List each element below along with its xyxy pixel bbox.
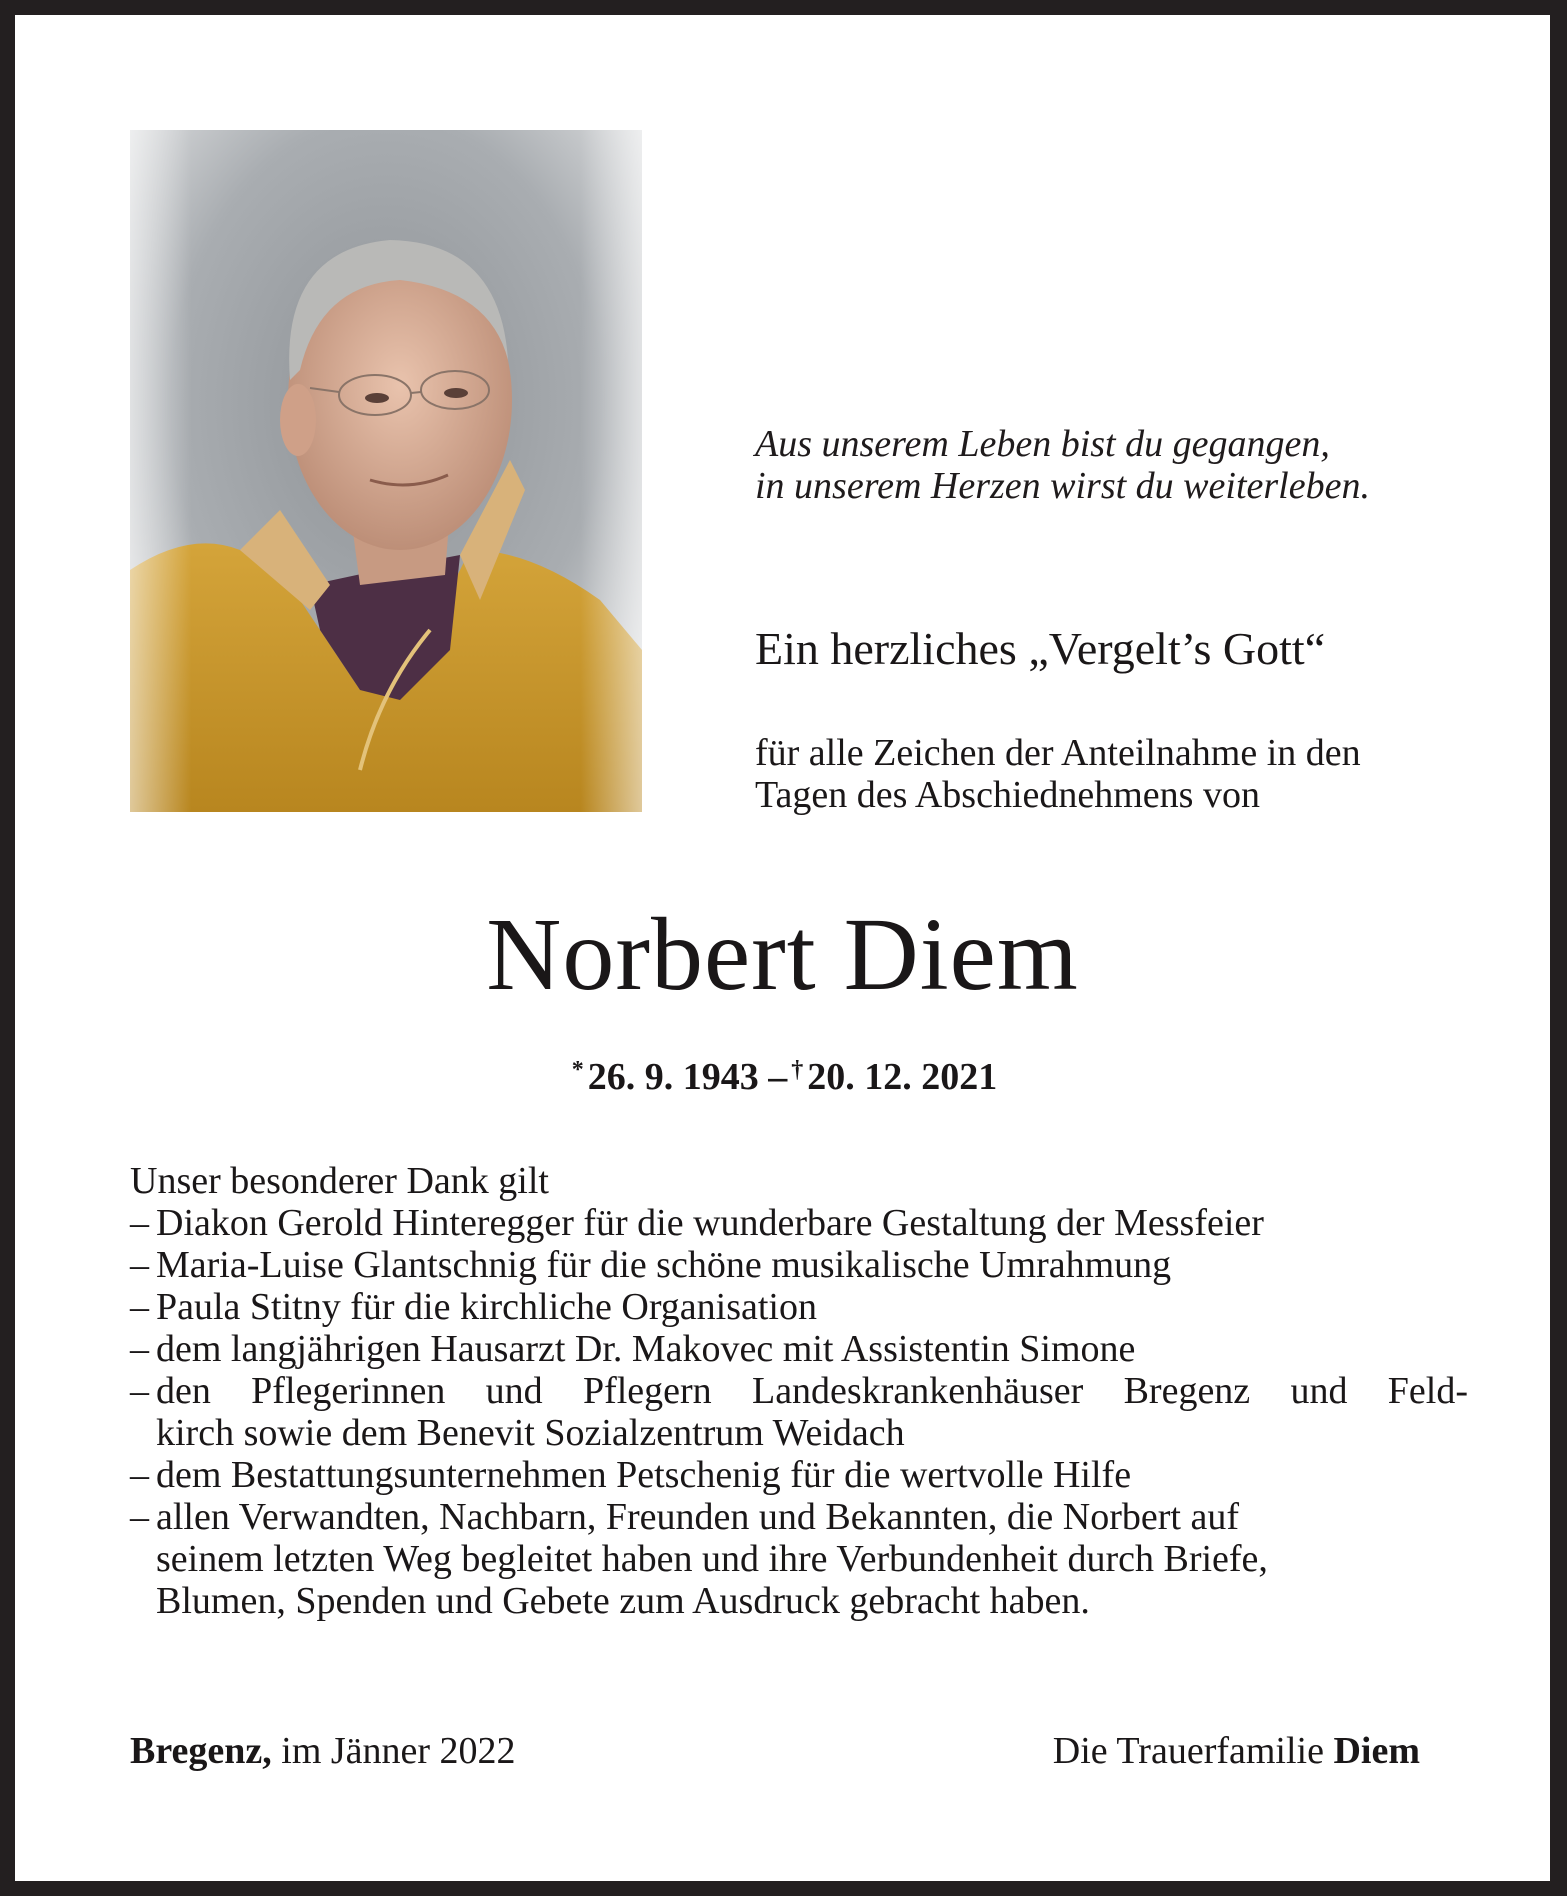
list-dash: – (130, 1202, 149, 1244)
list-item-line: Paula Stitny für die kirchliche Organisation (156, 1286, 817, 1328)
list-item (130, 1244, 1450, 1286)
memorial-quote (755, 423, 1370, 507)
list-item-line: den Pflegerinnen und Pflegern Landeskrankenhäuser Bregenz und Feld- (156, 1370, 1468, 1412)
list-dash: – (130, 1328, 149, 1370)
place-and-date (130, 1729, 516, 1773)
family-signature (1053, 1729, 1420, 1773)
list-item-line: dem Bestattungsunternehmen Petschenig für die wertvolle Hilfe (156, 1454, 1132, 1496)
list-item (130, 1370, 1468, 1454)
life-dates (15, 1047, 1550, 1100)
portrait-photo (130, 130, 642, 812)
death-date: 20. 12. 2021 (807, 1056, 998, 1098)
intro-line: Tagen des Abschiednehmens von (755, 774, 1260, 816)
list-item-line: allen Verwandten, Nachbarn, Freunden und Bekannten, die Norbert auf (156, 1496, 1239, 1538)
portrait-illustration (130, 130, 642, 812)
deceased-name: Norbert Diem (486, 897, 1079, 1012)
quote-line: in unserem Herzen wirst du weiterleben. (755, 465, 1370, 507)
obituary-card (15, 15, 1550, 1881)
family-prefix: Die Trauerfamilie (1052, 1730, 1324, 1772)
place: Bregenz, (130, 1730, 272, 1772)
list-item (130, 1454, 1450, 1496)
intro-line: für alle Zeichen der Anteilnahme in den (755, 732, 1361, 774)
date-separator: – (768, 1056, 788, 1098)
list-dash: – (130, 1496, 149, 1538)
list-item-line: kirch sowie dem Benevit Sozialzentrum Weidach (156, 1412, 905, 1454)
intro-text (755, 732, 1361, 816)
acknowledgements-lead: Unser besonderer Dank gilt (130, 1160, 549, 1202)
birth-symbol: * (571, 1057, 584, 1083)
death-symbol: † (791, 1057, 804, 1083)
list-item-line: Maria-Luise Glantschnig für die schöne musikalische Umrahmung (156, 1244, 1172, 1286)
list-item (130, 1328, 1450, 1370)
list-item-line: Blumen, Spenden und Gebete zum Ausdruck gebracht haben. (156, 1580, 1090, 1622)
list-dash: – (130, 1454, 149, 1496)
list-item-line: Diakon Gerold Hinteregger für die wunderbare Gestaltung der Messfeier (156, 1202, 1264, 1244)
list-dash: – (130, 1370, 149, 1412)
family-name: Diem (1333, 1730, 1420, 1772)
list-dash: – (130, 1244, 149, 1286)
list-dash: – (130, 1286, 149, 1328)
list-item (130, 1202, 1450, 1244)
quote-line: Aus unserem Leben bist du gegangen, (755, 423, 1330, 465)
list-item (130, 1286, 1450, 1328)
date: im Jänner 2022 (281, 1730, 516, 1772)
list-item (130, 1496, 1450, 1622)
birth-date: 26. 9. 1943 (587, 1056, 759, 1098)
acknowledgements (130, 1160, 1468, 1622)
list-item-line: seinem letzten Weg begleitet haben und ihre Verbundenheit durch Briefe, (156, 1538, 1268, 1580)
list-item-line: dem langjährigen Hausarzt Dr. Makovec mit Assistentin Simone (156, 1328, 1136, 1370)
thanks-heading: Ein herzliches „Vergelt’s Gott“ (755, 623, 1326, 674)
